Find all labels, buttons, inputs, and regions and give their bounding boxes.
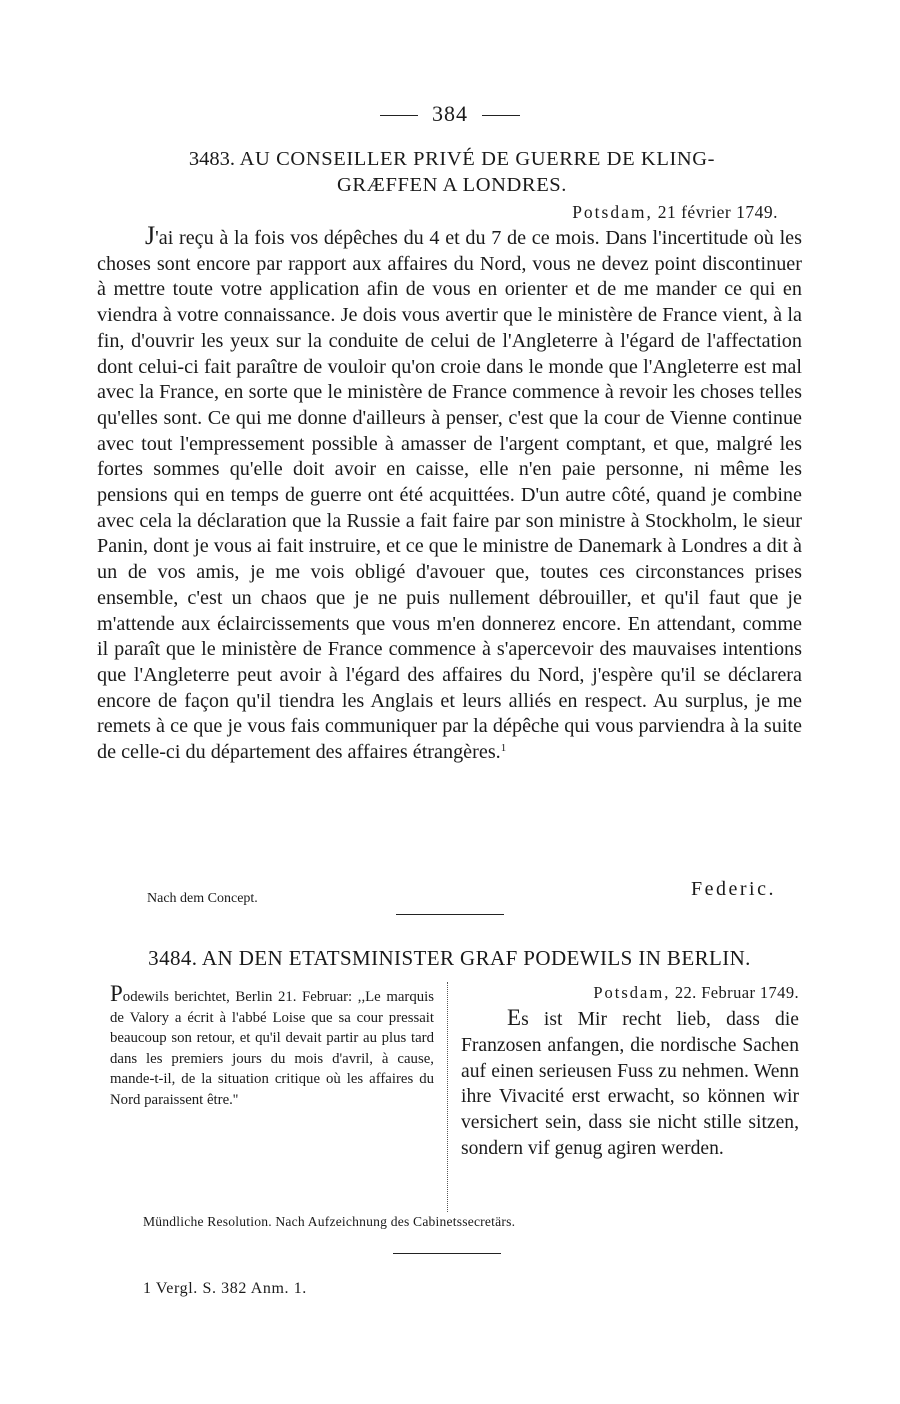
letter-3483-initial: J xyxy=(145,221,156,250)
letter-3484-report-column xyxy=(110,981,434,1111)
letter-3484-report-initial: P xyxy=(110,981,123,1006)
footnote-marker: 1 xyxy=(143,1280,152,1297)
letter-3484-report-text: odewils berichtet, Berlin 21. Februar: ,,Le marquis de Valory a écrit à l'abbé Loise que sa cour pressait beaucoup son retour, et qu'il devait partir au plus tard dans les premiers jours du mois d'avril, à cause, mande-t-il, de la situation critique où les affaires du Nord paraissent être.'' xyxy=(110,989,434,1108)
letter-3483-place: Potsdam, xyxy=(572,202,653,222)
letter-3484-title: AN DEN ETATSMINISTER GRAF PODEWILS IN BERLIN. xyxy=(201,946,751,970)
letter-3483-heading xyxy=(122,146,782,198)
letter-3484-reply-text: s ist Mir recht lieb, dass die Franzosen anfangen, die nordische Sachen auf einen serieusen Fuss zu nehmen. Wenn ihre Vivacité erst erwacht, so können wir versichert sein, dass sie nicht stille sitzen, sondern vif genug agiren werden. xyxy=(461,1009,799,1159)
letter-3483-source: Nach dem Concept. xyxy=(147,891,258,906)
letter-3484-reply-column xyxy=(461,982,799,1162)
letter-3484-reply xyxy=(461,1005,799,1162)
letter-3484-dateline xyxy=(461,982,799,1004)
letter-3483-title-line1: AU CONSEILLER PRIVÉ DE GUERRE DE KLING- xyxy=(239,148,716,170)
letter-3483-signature: Federic. xyxy=(691,878,776,900)
column-divider xyxy=(447,982,448,1212)
letter-3483-body xyxy=(97,221,802,766)
footnote xyxy=(143,1280,307,1298)
page-number-text: 384 xyxy=(432,101,468,126)
letter-3484-reply-initial: E xyxy=(507,1005,522,1030)
letter-3484-number: 3484. xyxy=(148,946,198,970)
section-divider xyxy=(396,914,504,915)
letter-3484-date: 22. Februar 1749. xyxy=(674,983,799,1002)
letter-3483-number: 3483. xyxy=(188,148,235,170)
letter-3483-date: 21 février 1749. xyxy=(657,202,778,222)
letter-3483-dateline xyxy=(572,202,778,223)
letter-3484-heading xyxy=(97,944,802,972)
footnote-text: Vergl. S. 382 Anm. 1. xyxy=(155,1280,307,1297)
letter-3483-title-line2: GRÆFFEN A LONDRES. xyxy=(336,174,568,196)
letter-3483-text: 'ai reçu à la fois vos dépêches du 4 et du 7 de ce mois. Dans l'incertitude où les choses sont encore par rapport aux affaires du Nord, vous ne devez point discontinuer à mettre toute votre application afin de vous en orienter et de me mander ce qui en viendra à votre connaissance. Je dois vous avertir que le ministère de France vient, à la fin, d'ouvrir les yeux sur la conduite de celui de l'Angleterre à l'égard de l'affectation dont celui-ci fait paraître de vouloir qu'on croie dans le monde que l'Angleterre est mal avec la France, en sorte que le ministère de France commence à revoir les choses telles qu'elles sont. Ce qui me donne d'ailleurs à penser, c'est que la cour de Vienne continue avec tout l'empressement possible à amasser de l'argent comptant, et que, malgré les fortes sommes qu'elle doit avoir en caisse, elle n'en paie personne, ni même les pensions qui en temps de guerre ont été acquittées. D'un autre côté, quand je combine avec cela la déclaration que la Russie a fait faire par son ministre à Stockholm, le sieur Panin, dont je vous ai fait instruire, et ce que le ministre de Danemark à Londres a dit à un de vos amis, je me vois obligé d'avouer que, toutes ces circonstances prises ensemble, c'est un chaos que je ne puis nullement débrouiller, et qu'il faut que je m'attende aux éclaircissements que vous m'en donnerez encore. En attendant, comme il paraît que le ministère de France commence à s'apercevoir des mauvaises intentions que l'Angleterre peut avoir à l'égard des affaires du Nord, j'espère qu'il se déclarera encore de façon qu'il tiendra les Anglais et leurs alliés en respect. Au surplus, je me remets à ce que je vous fais communiquer par la dépêche qui vous parviendra à la suite de celle-ci du département des affaires étrangères. xyxy=(97,227,802,764)
footnote-reference: 1 xyxy=(500,742,507,755)
footnote-divider xyxy=(393,1253,501,1254)
page-number xyxy=(0,101,900,127)
header-dash-left xyxy=(380,115,418,116)
letter-3484-place: Potsdam, xyxy=(593,983,671,1002)
letter-3484-source: Mündliche Resolution. Nach Aufzeichnung des Cabinetssecretärs. xyxy=(143,1214,516,1229)
header-dash-right xyxy=(482,115,520,116)
